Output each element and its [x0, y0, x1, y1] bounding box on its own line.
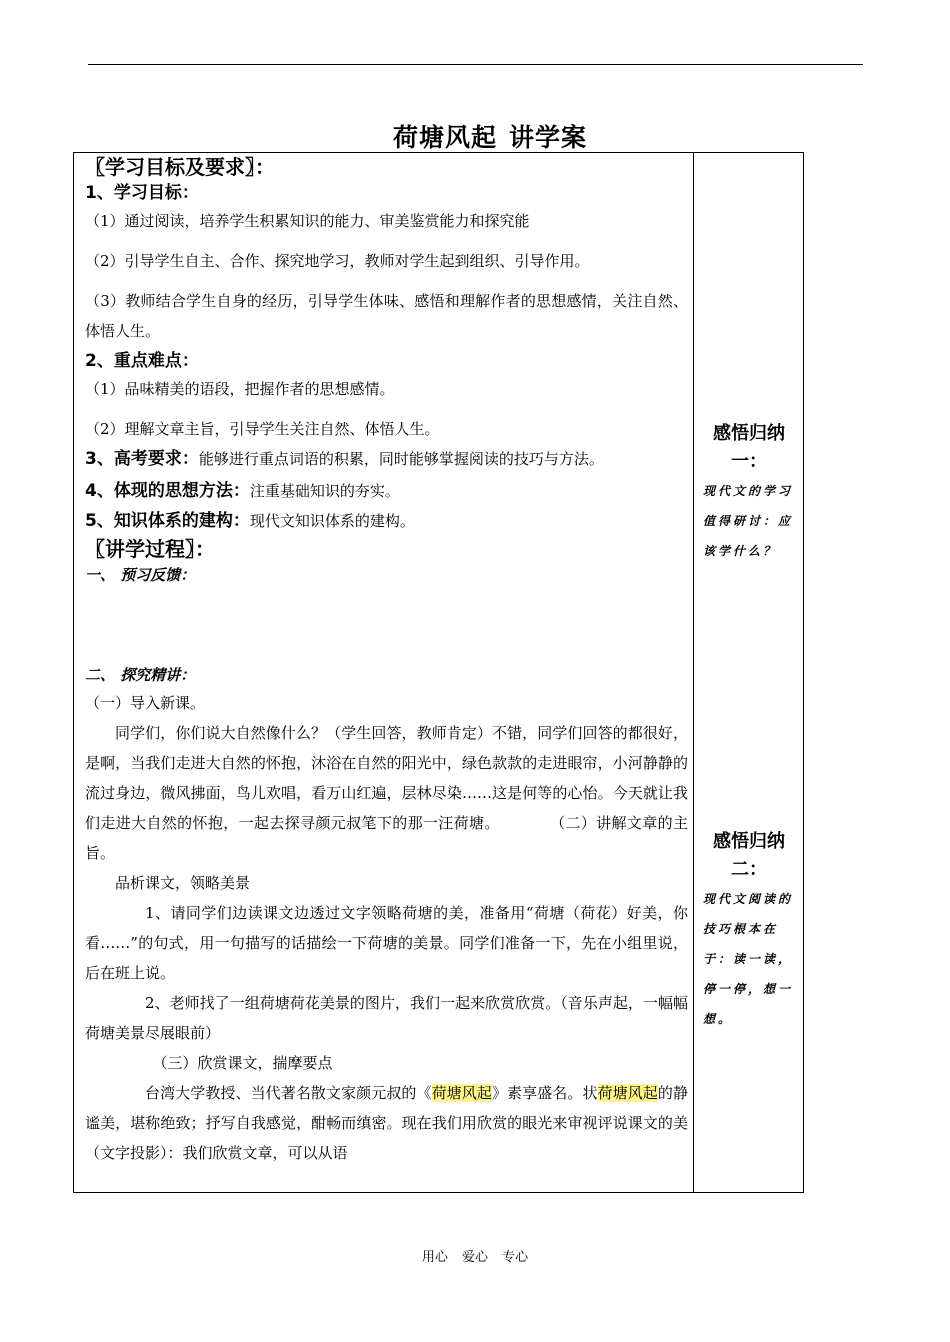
page-footer: 用心 爱心 专心 — [421, 1250, 529, 1265]
highlight-title: 荷塘风起 — [597, 1084, 658, 1102]
objective4-heading: 4、体现的思想方法： — [85, 481, 250, 501]
objective5-heading: 5、知识体系的建构： — [85, 511, 250, 531]
objective5 — [85, 506, 688, 536]
objective2-item: （2）理解文章主旨，引导学生关注自然、体悟人生。 — [85, 420, 440, 438]
note2-body: 现代文阅读的技巧根本在于：读一读，停一停，想一想。 — [703, 892, 794, 1026]
note1-body: 现代文的学习值得研讨：应该学什么？ — [703, 484, 794, 558]
step1-heading: 一、 预习反馈： — [85, 566, 196, 584]
notes-column — [697, 152, 801, 1034]
objective2-item: （1）品味精美的语段，把握作者的思想感情。 — [85, 380, 395, 398]
final-text-c: 的静谧美，堪称绝致；抒写自我感觉，酣畅而缜密。现在我们用欣赏的眼光来审视评说课文的美（文字投影）：我们欣赏文章，可以从语 — [85, 1084, 688, 1162]
intro-paragraph-tail: （二）讲解文章的主旨。 — [85, 814, 688, 862]
objective4-text: 注重基础知识的夯实。 — [249, 482, 400, 500]
document-title — [0, 118, 950, 154]
intro-label: （一）导入新课。 — [85, 694, 206, 712]
objective1-item: （1）通过阅读，培养学生积累知识的能力、审美鉴赏能力和探究能 — [85, 212, 530, 230]
objective3 — [85, 444, 688, 474]
step2-heading: 二、 探究精讲： — [85, 666, 196, 684]
title-part1: 荷塘风起 — [392, 123, 497, 152]
objectives-heading: 〖学习目标及要求〗： — [85, 155, 275, 179]
final-paragraph — [85, 1078, 688, 1168]
objective1-item: （2）引导学生自主、合作、探究地学习，教师对学生起到组织、引导作用。 — [85, 252, 590, 270]
final-text-a: 台湾大学教授、当代著名散文家颜元叔的《 — [145, 1084, 432, 1102]
objective2-heading: 2、重点难点： — [85, 351, 199, 371]
objective5-text: 现代文知识体系的建构。 — [249, 512, 415, 530]
highlight-title: 荷塘风起 — [431, 1084, 492, 1102]
note1-heading: 感悟归纳一： — [713, 423, 785, 472]
title-part2: 讲学案 — [509, 123, 588, 152]
intro-paragraph — [85, 718, 688, 868]
column-divider — [693, 152, 694, 1193]
final-text-b: 》素享盛名。状 — [491, 1084, 598, 1102]
objective1-heading: 1、学习目标： — [85, 183, 199, 203]
intro-paragraph-text: 同学们，你们说大自然像什么？（学生回答，教师肯定）不错，同学们回答的都很好，是啊，当我们走进大自然的怀抱，沐浴在自然的阳光中，绿色款款的走进眼帘，小河静静的流过身边，微风拂面，鸟儿欢唱，看万山红遍，层林尽染……这是何等的心怡。今天就让我们走进大自然的怀抱，一起去探寻颜元叔笔下的那一汪荷塘。 — [85, 724, 688, 832]
main-column — [85, 152, 688, 1168]
analysis-item-1: 1、请同学们边读课文边透过文字领略荷塘的美，准备用“荷塘（荷花）好美，你看……”的句式，用一句描写的话描绘一下荷塘的美景。同学们准备一下，先在小组里说，后在班上说。 — [85, 904, 688, 982]
appreciate-label: （三）欣赏课文，揣摩要点 — [152, 1054, 333, 1072]
analysis-item-2: 2、老师找了一组荷塘荷花美景的图片，我们一起来欣赏欣赏。（音乐声起，一幅幅荷塘美景尽展眼前） — [85, 994, 688, 1042]
objective3-text: 能够进行重点词语的积累，同时能够掌握阅读的技巧与方法。 — [198, 450, 604, 468]
objective1-item: （3）教师结合学生自身的经历，引导学生体味、感悟和理解作者的思想感情，关注自然、体悟人生。 — [85, 292, 688, 340]
objective4 — [85, 476, 688, 506]
process-heading: 〖讲学过程〗： — [85, 537, 215, 561]
note2-heading: 感悟归纳二： — [713, 831, 785, 880]
header-rule — [88, 64, 863, 65]
analysis-label: 品析课文，领略美景 — [115, 874, 251, 892]
objective3-heading: 3、高考要求： — [85, 449, 199, 469]
